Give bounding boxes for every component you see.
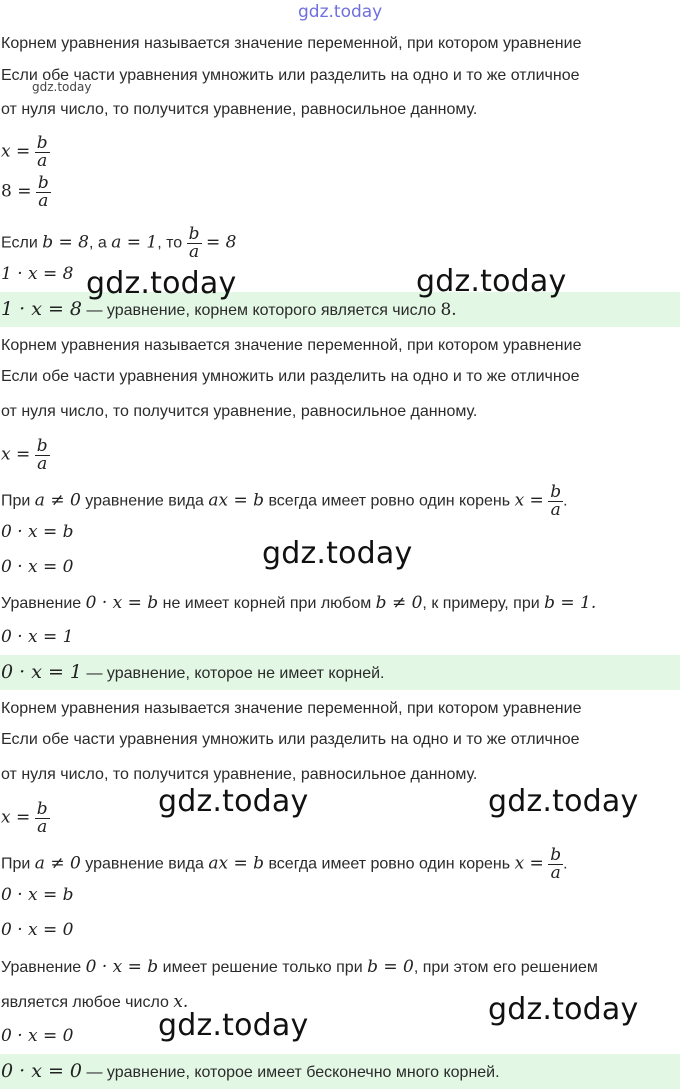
solution-only-line: Уравнение 0 · x = b имеет решение только при b = 0, при этом его решением (1, 957, 598, 977)
formula-x-eq-b-over-a-1: x = $\frac{b}{a}$ (1, 133, 48, 166)
equivalence-line-1b: от нуля число, то получится уравнение, равносильное данному. (1, 101, 478, 118)
when-a-ne-0-line-1: При a ≠ 0 уравнение вида ax = b всегда имеет ровно один корень x = $\frac{b}{a}$ . (1, 482, 568, 515)
watermark-large: gdz.today (158, 1008, 309, 1043)
watermark-large: gdz.today (158, 784, 309, 819)
fraction-b-over-a: $\frac{b}{a}$ (550, 845, 562, 878)
root-definition-1: Корнем уравнения называется значение переменной, при котором уравнение (1, 35, 582, 52)
formula-0x-b-2: 0 · x = b (1, 885, 74, 905)
equivalence-line-1a: Если обе части уравнения умножить или разделить на одно и то же отличное (1, 67, 580, 84)
watermark-large: gdz.today (488, 784, 639, 819)
highlight-root-8: 1 · x = 8 — уравнение, корнем которого является число 8. (0, 292, 680, 327)
fraction-b-over-a: $\frac{b}{a}$ (37, 173, 49, 206)
watermark-large: gdz.today (416, 264, 567, 299)
equivalence-line-3b: от нуля число, то получится уравнение, равносильное данному. (1, 766, 478, 783)
highlight-infinite-roots: 0 · x = 0 — уравнение, которое имеет бесконечно много корней. (0, 1054, 680, 1089)
equivalence-line-2b: от нуля число, то получится уравнение, равносильное данному. (1, 403, 478, 420)
formula-0x-0-2: 0 · x = 0 (1, 920, 74, 940)
root-definition-2: Корнем уравнения называется значение переменной, при котором уравнение (1, 337, 582, 354)
formula-0x-b-1: 0 · x = b (1, 522, 74, 542)
fraction-b-over-a: $\frac{b}{a}$ (550, 482, 562, 515)
fraction-b-over-a: $\frac{b}{a}$ (36, 133, 48, 166)
formula-x-eq-b-over-a-3: x = $\frac{b}{a}$ (1, 799, 48, 832)
watermark-large: gdz.today (488, 992, 639, 1027)
formula-0x-0-3: 0 · x = 0 (1, 1026, 74, 1046)
formula-1x-8: 1 · x = 8 (1, 264, 74, 284)
equivalence-line-2a: Если обе части уравнения умножить или разделить на одно и то же отличное (1, 368, 580, 385)
watermark-top: gdz.today (298, 2, 383, 22)
watermark-small: gdz.today (32, 80, 92, 94)
fraction-b-over-a: $\frac{b}{a}$ (188, 224, 200, 257)
highlight-no-roots: 0 · x = 1 — уравнение, которое не имеет корней. (0, 655, 680, 690)
root-definition-3: Корнем уравнения называется значение переменной, при котором уравнение (1, 700, 582, 717)
watermark-large: gdz.today (86, 266, 237, 301)
formula-8-eq-b-over-a: 8 = $\frac{b}{a}$ (1, 173, 49, 206)
formula-0x-0-1: 0 · x = 0 (1, 557, 74, 577)
if-b-8-a-1-line: Если b = 8, а a = 1, то $\frac{b}{a}$ = 8 (1, 224, 237, 257)
equivalence-line-3a: Если обе части уравнения умножить или разделить на одно и то же отличное (1, 731, 580, 748)
when-a-ne-0-line-2: При a ≠ 0 уравнение вида ax = b всегда имеет ровно один корень x = $\frac{b}{a}$ . (1, 845, 568, 878)
formula-x-eq-b-over-a-2: x = $\frac{b}{a}$ (1, 436, 48, 469)
no-roots-line: Уравнение 0 · x = b не имеет корней при любом b ≠ 0, к примеру, при b = 1. (1, 593, 597, 613)
fraction-b-over-a: $\frac{b}{a}$ (36, 799, 48, 832)
formula-0x-1: 0 · x = 1 (1, 627, 74, 647)
fraction-b-over-a: $\frac{b}{a}$ (36, 436, 48, 469)
watermark-large: gdz.today (262, 536, 413, 571)
any-number-line: является любое число x. (1, 992, 189, 1012)
